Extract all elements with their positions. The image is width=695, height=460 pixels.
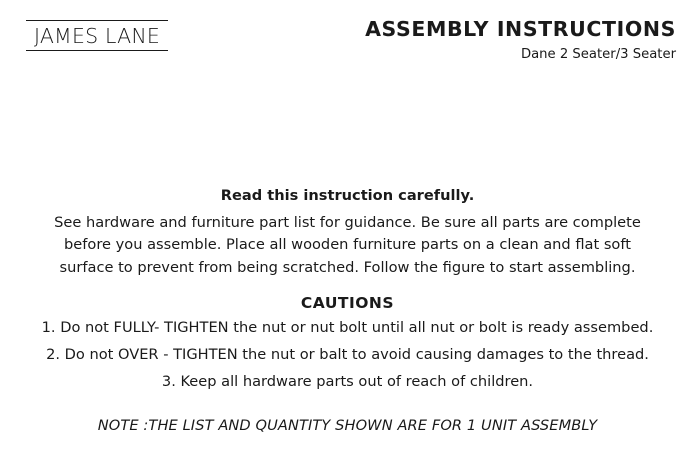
intro-line: before you assemble. Place all wooden furniture parts on a clean and flat soft xyxy=(64,236,631,253)
brand-logo xyxy=(26,20,168,51)
caution-item: 1. Do not FULLY- TIGHTEN the nut or nut bolt until all nut or bolt is ready assembed. xyxy=(41,319,654,336)
product-subtitle: Dane 2 Seater/3 Seater xyxy=(520,47,676,62)
intro-line: surface to prevent from being scratched. Follow the figure to start assembling. xyxy=(59,259,636,276)
intro-line: See hardware and furniture part list for guidance. Be sure all parts are complete xyxy=(54,214,641,231)
caution-item: 2. Do not OVER - TIGHTEN the nut or balt to avoid causing damages to the thread. xyxy=(46,346,649,363)
document-title: ASSEMBLY INSTRUCTIONS xyxy=(365,17,676,41)
cautions-heading: CAUTIONS xyxy=(300,294,395,312)
intro-heading: Read this instruction carefully. xyxy=(220,187,475,204)
caution-item: 3. Keep all hardware parts out of reach of children. xyxy=(161,373,534,390)
assembly-note: NOTE :THE LIST AND QUANTITY SHOWN ARE FOR 1 UNIT ASSEMBLY xyxy=(97,417,598,434)
brand-name: JAMES LANE xyxy=(33,24,161,48)
